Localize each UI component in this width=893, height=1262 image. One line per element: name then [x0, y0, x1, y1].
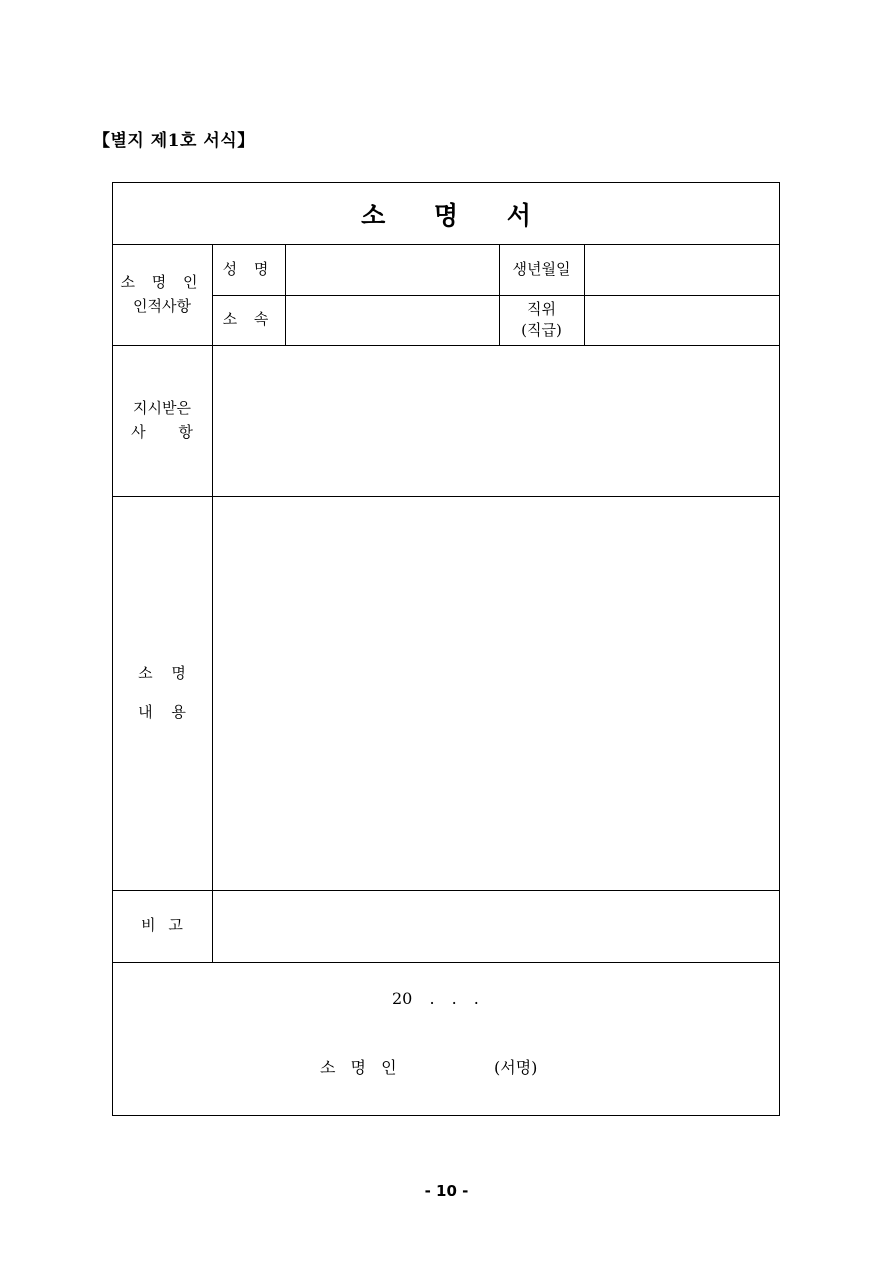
birthdate-label: 생년월일 [512, 259, 571, 278]
explanation-label [112, 496, 212, 890]
position-label [499, 295, 584, 345]
signer-label: 소 명 인 [320, 1058, 402, 1077]
document-title: 소 명 서 [361, 201, 531, 230]
form-number-label: 【별지 제1호 서식】 [93, 131, 255, 151]
explanation-field[interactable] [212, 496, 780, 890]
instructed-matter-label-line2: 사 항 [131, 422, 193, 441]
page-number: - 10 - [424, 1182, 469, 1200]
name-label: 성 명 [222, 259, 275, 278]
birthdate-field[interactable] [584, 244, 780, 295]
instructed-matter-label [112, 345, 212, 496]
position-label-line2: (직급) [521, 321, 562, 339]
instructed-matter-label-line1: 지시받은 [133, 399, 191, 418]
signature-field[interactable]: (서명) [494, 1058, 538, 1077]
explanation-label-line1: 소 명 [138, 664, 186, 682]
remarks-label: 비 고 [141, 916, 183, 935]
date-line[interactable]: 20 . . . [392, 989, 479, 1008]
name-field[interactable] [285, 244, 499, 295]
divider [112, 962, 780, 963]
instructed-matter-field[interactable] [212, 345, 780, 496]
position-label-line1: 직위 [527, 300, 556, 318]
affiliation-label: 소 속 [222, 310, 275, 329]
remarks-field[interactable] [212, 890, 780, 962]
personal-info-header-line2: 인적사항 [133, 296, 191, 315]
explanation-label-line2: 내 용 [138, 703, 186, 721]
affiliation-field[interactable] [285, 295, 499, 345]
personal-info-header-line1: 소 명 인 [120, 273, 204, 292]
personal-info-header [112, 244, 212, 345]
position-field[interactable] [584, 295, 780, 345]
